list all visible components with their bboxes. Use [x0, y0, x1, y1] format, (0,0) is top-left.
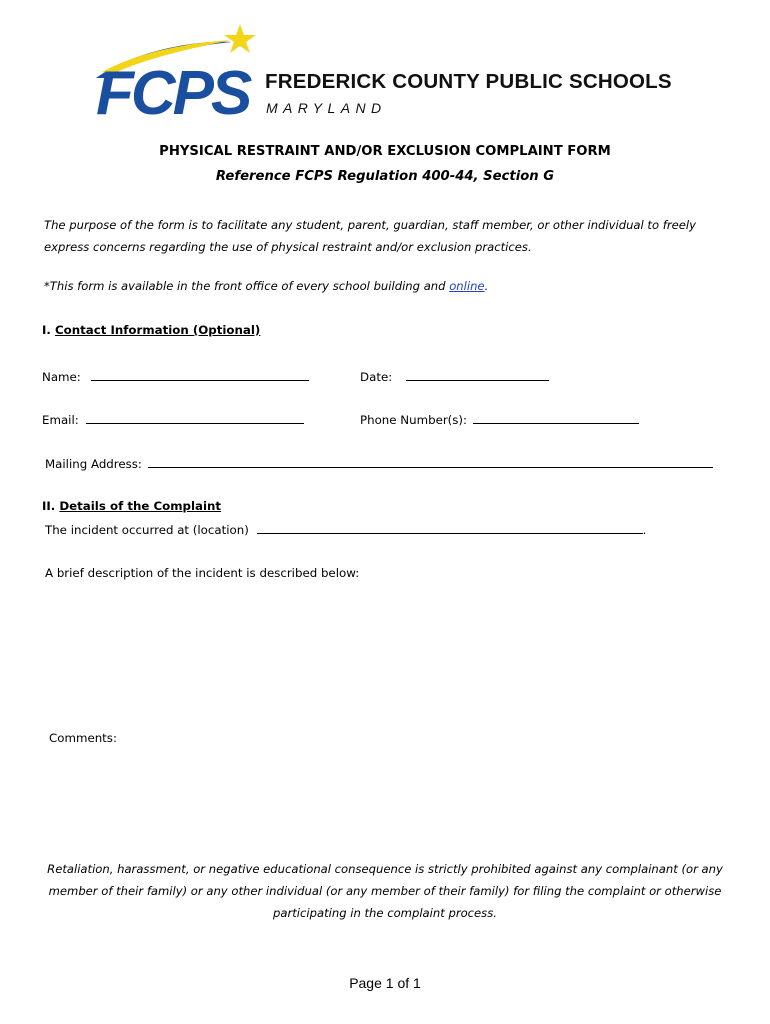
location-period: . — [642, 523, 647, 537]
retaliation-notice: Retaliation, harassment, or negative educational consequence is strictly prohibited against any complainant (or any member of their family) or any other individual (or any member of their family) for filing the complaint or otherwise participating in the complaint process. — [47, 862, 723, 920]
section-contact-heading — [42, 323, 260, 337]
form-reference: Reference FCPS Regulation 400-44, Section G — [215, 169, 555, 184]
availability-note — [44, 279, 488, 293]
phone-label: Phone Number(s): — [360, 413, 468, 427]
online-link[interactable]: online — [449, 279, 485, 293]
email-label: Email: — [42, 413, 79, 427]
comments-area[interactable] — [49, 752, 729, 842]
star-icon — [224, 24, 256, 53]
name-field — [42, 368, 309, 384]
section-title: Details of the Complaint — [59, 499, 222, 513]
fcps-logo — [92, 22, 262, 122]
phone-field — [360, 411, 639, 427]
date-field — [360, 368, 549, 384]
comments-label: Comments: — [49, 731, 117, 745]
phone-input-line[interactable] — [473, 411, 639, 424]
location-input-line[interactable] — [257, 521, 643, 534]
location-field — [45, 521, 646, 537]
date-input-line[interactable] — [406, 368, 549, 381]
page-number: Page 1 of 1 — [349, 975, 421, 991]
org-name: FREDERICK COUNTY PUBLIC SCHOOLS — [265, 70, 672, 93]
name-input-line[interactable] — [91, 368, 309, 381]
section-details-heading — [42, 499, 221, 513]
note-prefix: *This form is available in the front office of every school building and — [44, 279, 450, 293]
mailing-input-line[interactable] — [148, 455, 713, 468]
location-label: The incident occurred at (location) — [45, 523, 249, 537]
form-title: PHYSICAL RESTRAINT AND/OR EXCLUSION COMPLAINT FORM — [159, 144, 611, 159]
date-label: Date: — [360, 370, 393, 384]
name-label: Name: — [42, 370, 81, 384]
section-title: Contact Information (Optional) — [54, 323, 261, 337]
email-input-line[interactable] — [86, 411, 304, 424]
description-area[interactable] — [45, 590, 725, 710]
mailing-label: Mailing Address: — [45, 457, 142, 471]
fcps-logo-graphic — [92, 22, 262, 122]
logo-text: FCPS — [96, 59, 250, 122]
note-suffix: . — [484, 279, 489, 293]
mailing-address-field — [45, 455, 713, 471]
section-number: II. — [42, 499, 56, 513]
org-state: MARYLAND — [266, 100, 387, 116]
section-number: I. — [42, 323, 51, 337]
email-field — [42, 411, 304, 427]
purpose-text: The purpose of the form is to facilitate any student, parent, guardian, staff member, or other individual to freely express concerns regarding the use of physical restraint and/or exclusion practices. — [44, 218, 696, 254]
description-label: A brief description of the incident is described below: — [45, 566, 360, 580]
